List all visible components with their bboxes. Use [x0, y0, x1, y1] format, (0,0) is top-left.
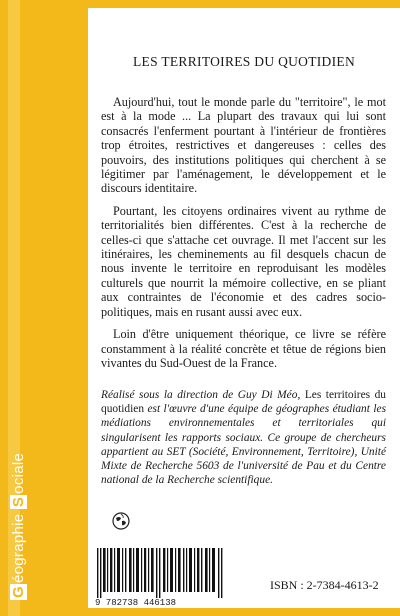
credit-part-3: est l'œuvre d'une équipe de géographes étudiant les médiations environnementales et territoriales qui singularisent les rapports sociaux. Ce groupe de chercheurs appartient au SET (Société, Environnement, Territoire), Unité Mixte de Recherche 5603 de l'université de Pau et du Centre national de la Recherche scientifique. — [101, 403, 386, 487]
blurb-paragraph-3: Loin d'être uniquement théorique, ce livre se réfère constamment à la réalité concrète et têtue de régions bien vivantes du Sud-Ouest de la France. — [101, 327, 386, 370]
isbn: ISBN : 2-7384-4613-2 — [270, 578, 379, 592]
series-label — [10, 453, 27, 600]
blurb — [101, 95, 386, 378]
blurb-paragraph-2: Pourtant, les citoyens ordinaires vivent au rythme de territorialités bien différentes. C'est à la recherche de celles-ci que s'attache cet ouvrage. Il met l'accent sur les itinéraires, les cheminements au fil desquels chacun de nous invente le territoire en reproduisant les modèles culturels que nourrit la mémoire collective, en se pliant aux contraintes de l'économie et des cadres socio-politiques, mais en rusant aussi avec eux. — [101, 203, 386, 319]
series-label-cap-g: G — [10, 586, 27, 598]
top-border — [88, 0, 400, 8]
blurb-paragraph-1: Aujourd'hui, tout le monde parle du "territoire", le mot est à la mode ... La plupart des travaux qui lui sont consacrés l'enferment pourtant à l'intérieur de frontières trop étroites, restrictives et dangereuses : celles des pouvoirs, des institutions politiques qui cherchent à se légitimer par l'aménagement, le développement et le discours identitaire. — [101, 95, 386, 196]
series-band — [0, 0, 88, 616]
globe-icon — [112, 512, 130, 530]
series-label-cap-s: S — [10, 496, 27, 508]
book-title: LES TERRITOIRES DU QUOTIDIEN — [132, 54, 355, 69]
credit-note — [101, 388, 386, 487]
credit-part-1: Réalisé sous la direction de Guy Di Méo — [101, 389, 298, 401]
barcode — [95, 548, 227, 598]
credit-part-2: , Les territoires du quotidien — [101, 389, 386, 416]
bottom-border — [88, 608, 400, 616]
series-label-part1: éographie — [10, 509, 27, 584]
barcode-digits: 9 782738 446138 — [95, 598, 177, 608]
series-label-part2: ociale — [10, 452, 27, 494]
